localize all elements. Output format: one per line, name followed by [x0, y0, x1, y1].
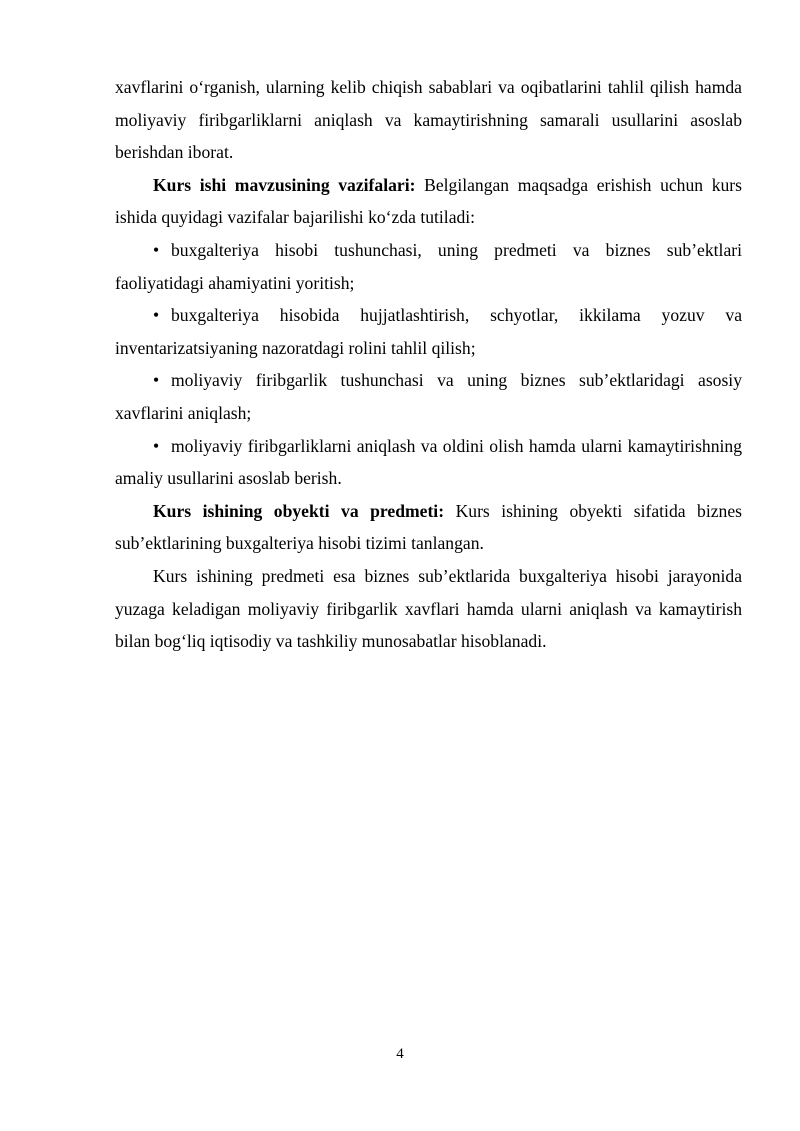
- list-item-text: buxgalteriya hisobida hujjatlashtirish, schyotlar, ikkilama yozuv va inventarizatsiyaning nazoratdagi rolini tahlil qilish;: [115, 305, 742, 358]
- paragraph-object-subject: [115, 495, 742, 560]
- object-subject-heading: Kurs ishining obyekti va predmeti:: [153, 500, 445, 521]
- list-item: [115, 299, 742, 364]
- bullet-icon: •: [153, 239, 160, 260]
- tasks-heading: Kurs ishi mavzusining vazifalari:: [153, 174, 416, 195]
- object-subject-text: Kurs ishining obyekti sifatida biznes sub’ektlarining buxgalteriya hisobi tizimi tanlangan.: [115, 500, 742, 554]
- list-item: [115, 430, 742, 495]
- bullet-icon: •: [153, 435, 160, 456]
- paragraph-tasks-intro: [115, 169, 742, 234]
- paragraph-subject: Kurs ishining predmeti esa biznes sub’ektlarida buxgalteriya hisobi jarayonida yuzaga keladigan moliyaviy firibgarlik xavflari hamda ularni aniqlash va kamaytirish bilan bog‘liq iqtisodiy va tashkiliy munosabatlar hisoblanadi.: [115, 565, 742, 652]
- tasks-intro-text: Belgilangan maqsadga erishish uchun kurs ishida quyidagi vazifalar bajarilishi ko‘zda tutiladi:: [115, 174, 742, 228]
- paragraph-goal-continuation: xavflarini o‘rganish, ularning kelib chiqish sabablari va oqibatlarini tahlil qilish hamda moliyaviy firibgarliklarni aniqlash va kamaytirishning samarali usullarini asoslab berishdan iborat.: [115, 77, 742, 163]
- list-item-text: moliyaviy firibgarliklarni aniqlash va oldini olish hamda ularni kamaytirishning amaliy usullarini asoslab berish.: [115, 435, 742, 489]
- bullet-icon: •: [153, 370, 160, 391]
- list-item-text: moliyaviy firibgarlik tushunchasi va uning biznes sub’ektlaridagi asosiy xavflarini aniqlash;: [115, 370, 742, 423]
- page-number: 4: [396, 1046, 404, 1062]
- list-item: [115, 364, 742, 429]
- list-item: [115, 234, 742, 299]
- list-item-text: buxgalteriya hisobi tushunchasi, uning predmeti va biznes sub’ektlari faoliyatidagi ahamiyatini yoritish;: [115, 239, 742, 293]
- bullet-icon: •: [153, 305, 160, 326]
